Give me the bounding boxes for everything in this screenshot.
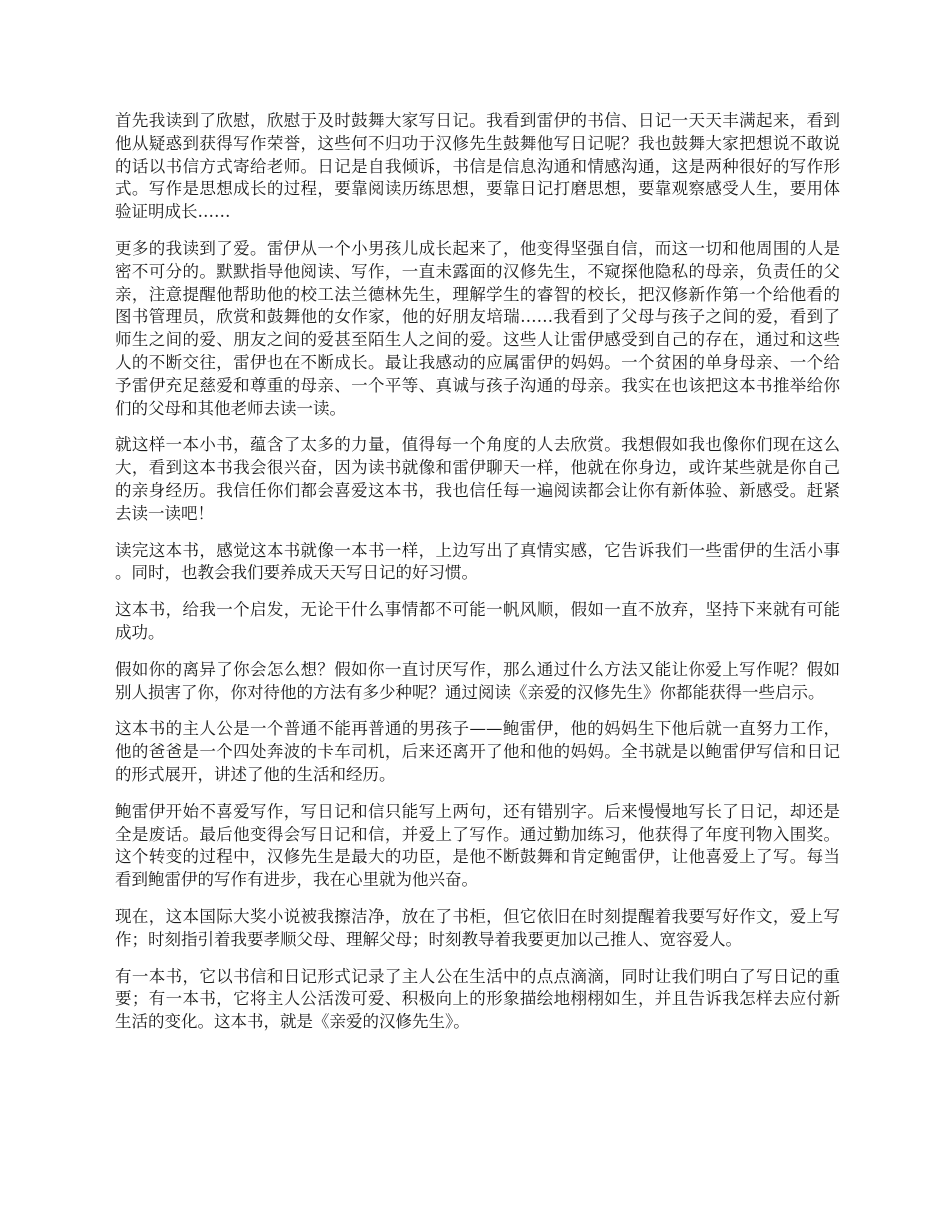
paragraph-9: 现在，这本国际大奖小说被我擦洁净，放在了书柜，但它依旧在时刻提醒着我要写好作文，爱上写作；时刻指引着我要孝顺父母、理解父母；时刻教导着我要更加以己推人、宽容爱人。 [115, 906, 840, 949]
paragraph-3: 就这样一本小书，蕴含了太多的力量，值得每一个角度的人去欣赏。我想假如我也像你们现在这么大，看到这本书我会很兴奋，因为读书就像和雷伊聊天一样，他就在你身边，或许某些就是你自己的亲身经历。我信任你们都会喜爱这本书，我也信任每一遍阅读都会让你有新体验、新感受。赶紧去读一读吧！ [115, 435, 840, 523]
paragraph-10: 有一本书，它以书信和日记形式记录了主人公在生活中的点点滴滴，同时让我们明白了写日记的重要；有一本书，它将主人公活泼可爱、积极向上的形象描绘地栩栩如生，并且告诉我怎样去应付新生活的变化。这本书，就是《亲爱的汉修先生》。 [115, 966, 840, 1032]
paragraph-4: 读完这本书，感觉这本书就像一本书一样，上边写出了真情实感，它告诉我们一些雷伊的生活小事。同时，也教会我们要养成天天写日记的好习惯。 [115, 540, 840, 583]
paragraph-1: 首先我读到了欣慰，欣慰于及时鼓舞大家写日记。我看到雷伊的书信、日记一天天丰满起来，看到他从疑惑到获得写作荣誉，这些何不归功于汉修先生鼓舞他写日记呢？我也鼓舞大家把想说不敢说的话以书信方式寄给老师。日记是自我倾诉，书信是信息沟通和情感沟通，这是两种很好的写作形式。写作是思想成长的过程，要靠阅读历练思想，要靠日记打磨思想，要靠观察感受人生，要用体验证明成长…… [115, 111, 840, 222]
document-page [115, 110, 840, 1048]
paragraph-7: 这本书的主人公是一个普通不能再普通的男孩子——鲍雷伊，他的妈妈生下他后就一直努力工作，他的爸爸是一个四处奔波的卡车司机，后来还离开了他和他的妈妈。全书就是以鲍雷伊写信和日记的形式展开，讲述了他的生活和经历。 [115, 719, 840, 784]
paragraph-5: 这本书，给我一个启发，无论干什么事情都不可能一帆风顺，假如一直不放弃，坚持下来就有可能成功。 [115, 600, 840, 642]
paragraph-8: 鲍雷伊开始不喜爱写作，写日记和信只能写上两句，还有错别字。后来慢慢地写长了日记，却还是全是废话。最后他变得会写日记和信，并爱上了写作。通过勤加练习，他获得了年度刊物入围奖。这个转变的过程中，汉修先生是最大的功臣，是他不断鼓舞和肯定鲍雷伊，让他喜爱上了写。每当看到鲍雷伊的写作有进步，我在心里就为他兴奋。 [115, 801, 840, 890]
paragraph-6: 假如你的离异了你会怎么想？假如你一直讨厌写作，那么通过什么方法又能让你爱上写作呢？假如别人损害了你，你对待他的方法有多少种呢？通过阅读《亲爱的汉修先生》你都能获得一些启示。 [115, 659, 840, 702]
paragraph-2: 更多的我读到了爱。雷伊从一个小男孩儿成长起来了，他变得坚强自信，而这一切和他周围的人是密不可分的。默默指导他阅读、写作，一直未露面的汉修先生，不窥探他隐私的母亲，负责任的父亲，注意提醒他帮助他的校工法兰德林先生，理解学生的睿智的校长，把汉修新作第一个给他看的图书管理员，欣赏和鼓舞他的女作家，他的好朋友培瑞……我看到了父母与孩子之间的爱，看到了师生之间的爱、朋友之间的爱甚至陌生人之间的爱。这些人让雷伊感受到自己的存在，通过和这些人的不断交往，雷伊也在不断成长。最让我感动的应属雷伊的妈妈。一个贫困的单身母亲、一个给予雷伊充足慈爱和尊重的母亲、一个平等、真诚与孩子沟通的母亲。我实在也该把这本书推举给你们的父母和其他老师去读一读。 [115, 238, 840, 418]
